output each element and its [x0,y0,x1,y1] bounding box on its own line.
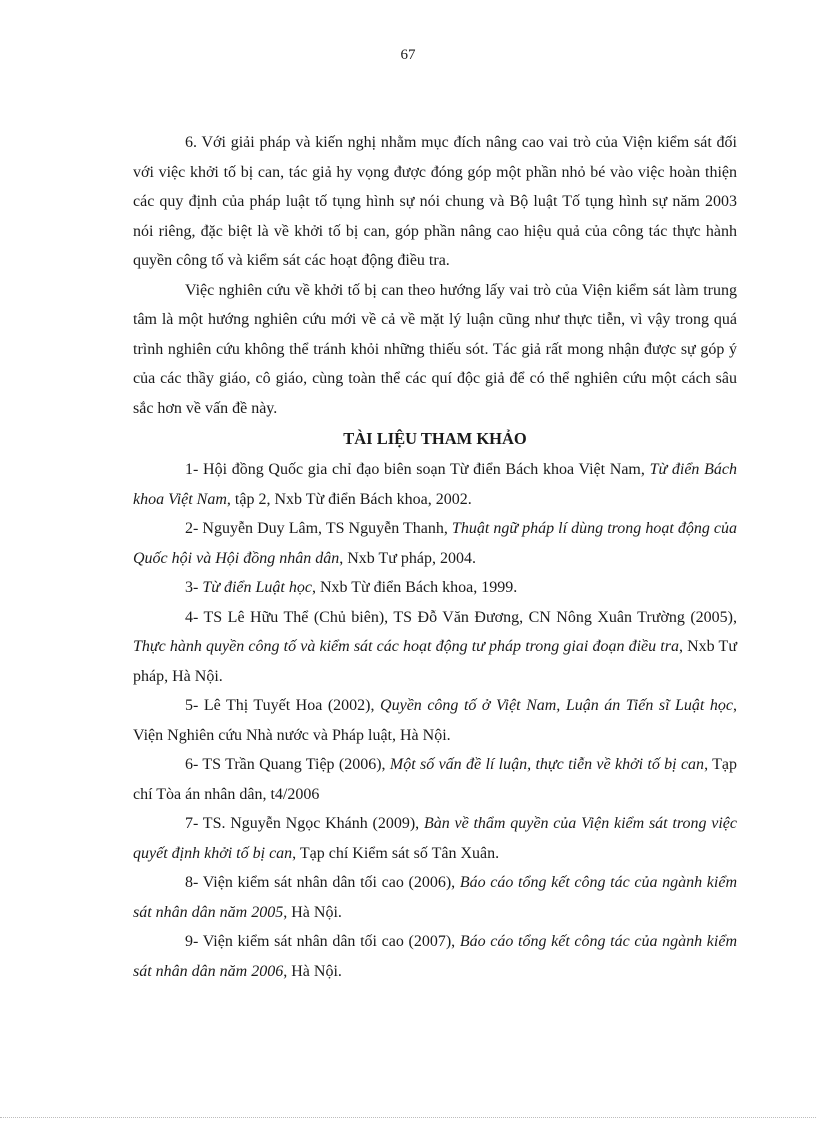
reference-publisher: , Nxb Tư pháp, Hà Nội. [133,638,737,685]
reference-publisher: , tập 2, Nxb Từ điển Bách khoa, 2002. [226,490,472,508]
reference-authors: 2- Nguyễn Duy Lâm, TS Nguyễn Thanh, [185,520,452,537]
reference-authors: 3- [185,579,203,596]
reference-title: Một số vấn đề lí luận, thực tiễn về khởi tố bị can [389,756,705,773]
reference-publisher: , Nxb Từ điển Bách khoa, 1999. [311,579,518,596]
reference-item [133,927,737,986]
reference-publisher: , Hà Nội. [283,962,342,980]
page-number: 67 [400,47,416,63]
reference-title: Thuật ngữ pháp lí dùng trong hoạt động của Quốc hội và Hội đồng nhân dân [133,520,737,567]
reference-publisher: , Hà Nội. [283,903,342,921]
reference-item [133,750,737,809]
reference-authors: 7- TS. Nguyễn Ngọc Khánh (2009), [185,815,424,832]
body-paragraph: 6. Với giải pháp và kiến nghị nhằm mục đích nâng cao vai trò của Viện kiểm sát đối với việc khởi tố bị can, tác giả hy vọng được đóng góp một phần nhỏ bé vào việc hoàn thiện các quy định của pháp luật tố tụng hình sự nói chung và Bộ luật Tố tụng hình sự năm 2003 nói riêng, đặc biệt là về khởi tố bị can, góp phần nâng cao hiệu quả của công tác thực hành quyền công tố và kiểm sát các hoạt động điều tra. [133,134,737,269]
reference-title: Bàn về thẩm quyền của Viện kiểm sát trong việc quyết định khởi tố bị can [133,815,737,862]
reference-publisher: , Nxb Tư pháp, 2004. [339,549,477,567]
reference-authors: 6- TS Trần Quang Tiệp (2006), [185,756,390,773]
reference-title: Từ điển Luật học [202,579,312,596]
reference-item [133,691,737,750]
reference-publisher: , Tạp chí Kiểm sát số Tân Xuân. [292,844,500,862]
reference-item [133,603,737,692]
reference-title: Báo cáo tổng kết công tác của ngành kiểm sát nhân dân năm 2005 [133,874,738,921]
reference-item [133,455,737,514]
reference-title: Báo cáo tổng kết công tác của ngành kiểm sát nhân dân năm 2006 [133,933,738,980]
reference-item [133,809,737,868]
reference-item [133,868,737,927]
reference-title: Từ điển Bách khoa Việt Nam [133,461,737,508]
page-bottom-rule [0,1117,816,1118]
references-heading: TÀI LIỆU THAM KHẢO [343,429,527,448]
reference-authors: 1- Hội đồng Quốc gia chỉ đạo biên soạn Từ điển Bách khoa Việt Nam, [185,461,650,478]
reference-publisher: , Viện Nghiên cứu Nhà nước và Pháp luật, Hà Nội. [133,697,737,744]
reference-publisher: , Tạp chí Tòa án nhân dân, t4/2006 [133,756,737,803]
reference-authors: 9- Viện kiểm sát nhân dân tối cao (2007), [185,933,460,950]
document-body [133,128,737,986]
body-paragraph: Việc nghiên cứu về khởi tố bị can theo hướng lấy vai trò của Viện kiểm sát làm trung tâm là một hướng nghiên cứu mới về cả về mặt lý luận cũng như thực tiễn, vì vậy trong quá trình nghiên cứu không thể tránh khỏi những thiếu sót. Tác giả rất mong nhận được sự góp ý của các thầy giáo, cô giáo, cùng toàn thể các quí độc giả để có thể nghiên cứu một cách sâu sắc hơn về vấn đề này. [133,281,737,417]
reference-authors: 5- Lê Thị Tuyết Hoa (2002), [185,697,381,714]
reference-item [133,573,737,603]
reference-authors: 8- Viện kiểm sát nhân dân tối cao (2006), [185,874,460,891]
reference-item [133,514,737,573]
reference-authors: 4- TS Lê Hữu Thể (Chủ biên), TS Đỗ Văn Đương, CN Nông Xuân Trường (2005), [185,608,737,626]
reference-title: Quyền công tố ở Việt Nam, Luận án Tiến sĩ Luật học [380,697,733,714]
reference-title: Thực hành quyền công tố và kiểm sát các hoạt động tư pháp trong giai đoạn điều tra [133,638,679,655]
